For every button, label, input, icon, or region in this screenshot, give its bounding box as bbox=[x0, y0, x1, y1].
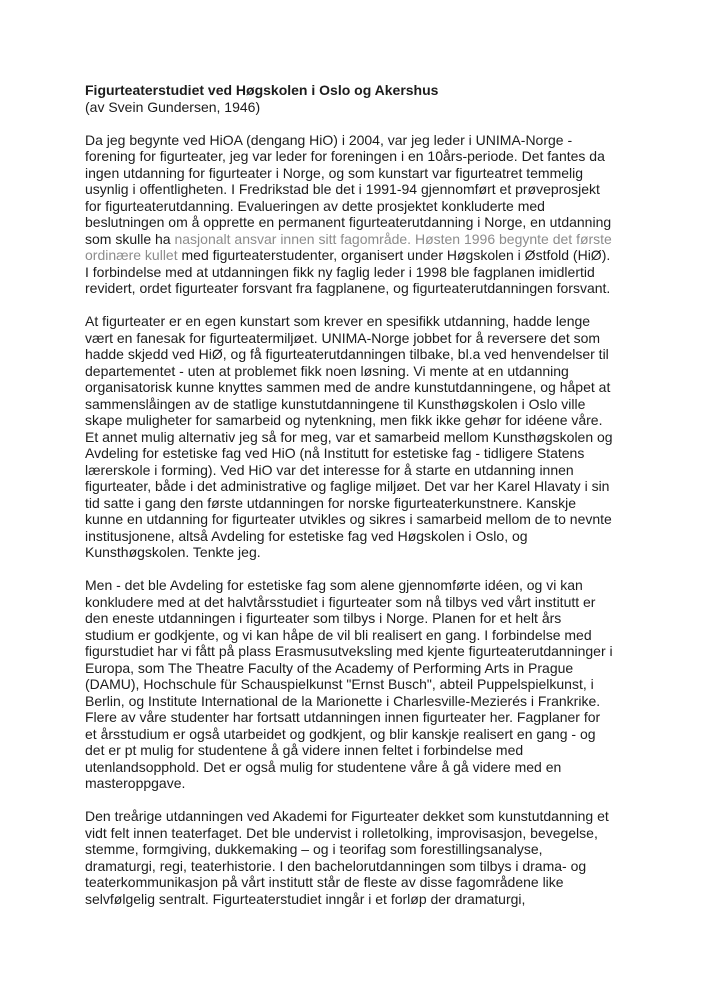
document-header bbox=[85, 82, 667, 115]
text-line bbox=[85, 148, 667, 165]
text-line bbox=[85, 511, 667, 528]
text-line bbox=[85, 528, 667, 545]
text-line bbox=[85, 627, 667, 644]
text-line bbox=[85, 330, 667, 347]
text-segment: for figurteaterutdanning. Evalueringen av dette prosjektet konkluderte med bbox=[85, 197, 545, 214]
text-line bbox=[85, 759, 667, 776]
text-segment: figurstudiet har vi fått på plass Erasmusutveksling med kjente figurteaterutdanninger i bbox=[85, 643, 613, 659]
text-line bbox=[85, 165, 667, 182]
text-line bbox=[85, 693, 667, 710]
text-line bbox=[85, 544, 667, 561]
text-segment: konkludere med at det halvtårsstudiet i figurteater som nå tilbys ved vårt institutt er bbox=[85, 593, 596, 610]
text-segment: Berlin, og Institute International de la Marionette i Charlesville-Mezierés i Frankrike. bbox=[85, 692, 601, 709]
text-segment: den eneste utdanningen i figurteater som tilbys i Norge. Planen for et helt års bbox=[85, 610, 562, 626]
paragraph bbox=[85, 577, 667, 792]
text-segment: Kunsthøgskolen. Tenkte jeg. bbox=[85, 544, 261, 560]
text-line bbox=[85, 198, 667, 215]
text-segment: Flere av våre studenter har fortsatt utdanningen innen figurteater her. Fagplaner for bbox=[85, 709, 601, 725]
text-segment: selvfølgelig sentralt. Figurteaterstudiet inngår i et forløp der dramaturgi, bbox=[85, 890, 526, 907]
text-segment: departementet - uten at problemet fikk noen løsning. Vi mente at en utdanning bbox=[85, 362, 569, 379]
text-line bbox=[85, 594, 667, 611]
text-segment: forening for figurteater, jeg var leder for foreningen i en 10års-periode. Det fantes da bbox=[85, 148, 605, 164]
text-line bbox=[85, 610, 667, 627]
text-line bbox=[85, 495, 667, 512]
text-line bbox=[85, 660, 667, 677]
text-line bbox=[85, 478, 667, 495]
text-line bbox=[85, 181, 667, 198]
paragraph bbox=[85, 808, 667, 907]
text-segment: Avdeling for estetiske fag ved HiO (nå Institutt for estetiske fag - tidligere Statens bbox=[85, 445, 585, 461]
text-segment: ingen utdanning for figurteater i Norge, og som kunstart var figurteatret temmelig bbox=[85, 164, 584, 181]
text-line bbox=[85, 775, 667, 792]
text-segment: vidt felt innen teaterfaget. Det ble undervist i rolletolking, improvisasjon, bevegelse, bbox=[85, 824, 598, 841]
text-segment: studium er godkjente, og vi kan håpe de vil bli realisert en gang. I forbindelse med bbox=[85, 626, 592, 643]
page-title: Figurteaterstudiet ved Høgskolen i Oslo og Akershus bbox=[85, 82, 439, 98]
text-segment: beslutningen om å opprette en permanent figurteaterutdanning i Norge, en utdanning bbox=[85, 214, 612, 230]
text-segment: revidert, ordet figurteater forsvant fra fagplanene, og figurteaterutdanningen forsvant. bbox=[85, 280, 611, 296]
text-line bbox=[85, 247, 667, 264]
text-line bbox=[85, 429, 667, 446]
text-line bbox=[85, 214, 667, 231]
byline: (av Svein Gundersen, 1946) bbox=[85, 98, 261, 115]
text-line bbox=[85, 709, 667, 726]
text-segment: dramaturgi, regi, teaterhistorie. I den bachelorutdanningen som tilbys i drama- og bbox=[85, 857, 587, 874]
text-segment: teaterkommunikasjon på vårt institutt står de fleste av disse fagområdene like bbox=[85, 874, 564, 890]
text-segment: hadde skjedd ved HiØ, og få figurteaterutdanningen tilbake, bl.a ved henvendelser til bbox=[85, 346, 609, 362]
text-segment: Den treårige utdanningen ved Akademi for Figurteater dekket som kunstutdanning et bbox=[85, 808, 609, 824]
text-segment: (DAMU), Hochschule für Schauspielkunst "Ernst Busch", abteil Puppelspielkunst, i bbox=[85, 676, 594, 692]
text-segment: Men - det ble Avdeling for estetiske fag som alene gjennomførte idéen, og vi kan bbox=[85, 577, 583, 593]
text-line bbox=[85, 264, 667, 281]
text-segment: Da jeg begynte ved HiOA (dengang HiO) i 2004, var jeg leder i UNIMA-Norge - bbox=[85, 131, 573, 148]
text-line bbox=[85, 874, 667, 891]
text-line bbox=[85, 346, 667, 363]
paragraph bbox=[85, 132, 667, 297]
text-line bbox=[85, 412, 667, 429]
text-segment: Europa, som The Theatre Faculty of the Academy of Performing Arts in Prague bbox=[85, 659, 574, 676]
text-line bbox=[85, 841, 667, 858]
text-segment: figurteater, både i det administrative og faglige miljøet. Det var her Karel Hlavaty i sin bbox=[85, 478, 610, 494]
text-line bbox=[85, 808, 667, 825]
text-segment: usynlig i offentligheten. I Fredrikstad ble det i 1991-94 gjennomført et prøveprosjekt bbox=[85, 181, 600, 197]
text-line bbox=[85, 231, 667, 248]
text-segment: I forbindelse med at utdanningen fikk ny faglig leder i 1998 ble fagplanen imidlertid bbox=[85, 263, 595, 280]
text-line bbox=[85, 643, 667, 660]
text-segment: skape muligheter for samarbeid og nytenkning, men fikk ikke gehør for idéene våre. bbox=[85, 412, 603, 428]
text-line bbox=[85, 825, 667, 842]
text-line bbox=[85, 396, 667, 413]
text-segment: som skulle ha bbox=[85, 230, 175, 247]
text-segment: At figurteater er en egen kunstart som krever en spesifikk utdanning, hadde lenge bbox=[85, 313, 591, 329]
muted-text: nasjonalt ansvar innen sitt fagområde. Høsten 1996 begynte det første bbox=[174, 230, 612, 247]
muted-text: ordinære kullet bbox=[85, 247, 178, 263]
text-segment: det er pt mulig for studentene å gå videre innen feltet i forbindelse med bbox=[85, 742, 524, 758]
text-segment: tid satte i gang den første utdanningen for norske figurteaterkunstnere. Kanskje bbox=[85, 494, 577, 511]
text-line bbox=[85, 462, 667, 479]
text-line bbox=[85, 379, 667, 396]
text-line bbox=[85, 858, 667, 875]
text-segment: sammenslåingen av de statlige kunstutdanningene til Kunsthøgskolen i Oslo ville bbox=[85, 395, 586, 412]
text-segment: stemme, formgiving, dukkemaking – og i teorifag som forestillingsanalyse, bbox=[85, 841, 543, 857]
text-segment: masteroppgave. bbox=[85, 775, 186, 791]
document-body bbox=[85, 132, 667, 908]
text-segment: institusjonene, altså Avdeling for estetiske fag ved Høgskolen i Oslo, og bbox=[85, 527, 528, 544]
text-line bbox=[85, 445, 667, 462]
text-line bbox=[85, 891, 667, 908]
text-segment: Et annet mulig alternativ jeg så for meg, var et samarbeid mellom Kunsthøgskolen og bbox=[85, 428, 613, 445]
text-segment: et årsstudium er også utarbeidet og godkjent, og blir kanskje realisert en gang - og bbox=[85, 725, 596, 742]
text-line bbox=[85, 577, 667, 594]
text-line bbox=[85, 363, 667, 380]
text-line bbox=[85, 132, 667, 149]
text-segment: organisatorisk kunne knyttes sammen med de andre kunstutdanningene, og håpet at bbox=[85, 379, 611, 395]
text-segment: vært en fanesak for figurteatermiljøet. UNIMA-Norge jobbet for å reversere det som bbox=[85, 329, 601, 346]
text-segment: utenlandsopphold. Det er også mulig for studentene våre å gå videre med en bbox=[85, 758, 562, 775]
text-line bbox=[85, 676, 667, 693]
text-line bbox=[85, 742, 667, 759]
text-segment: lærerskole i forming). Ved HiO var det interesse for å starte en utdanning innen bbox=[85, 461, 574, 478]
text-segment: kunne en utdanning for figurteater utvikles og sikres i samarbeid mellom de to nevnte bbox=[85, 511, 612, 527]
text-line bbox=[85, 726, 667, 743]
text-line bbox=[85, 280, 667, 297]
text-line bbox=[85, 313, 667, 330]
text-segment: med figurteaterstudenter, organisert under Høgskolen i Østfold (HiØ). bbox=[177, 247, 611, 263]
paragraph bbox=[85, 313, 667, 561]
